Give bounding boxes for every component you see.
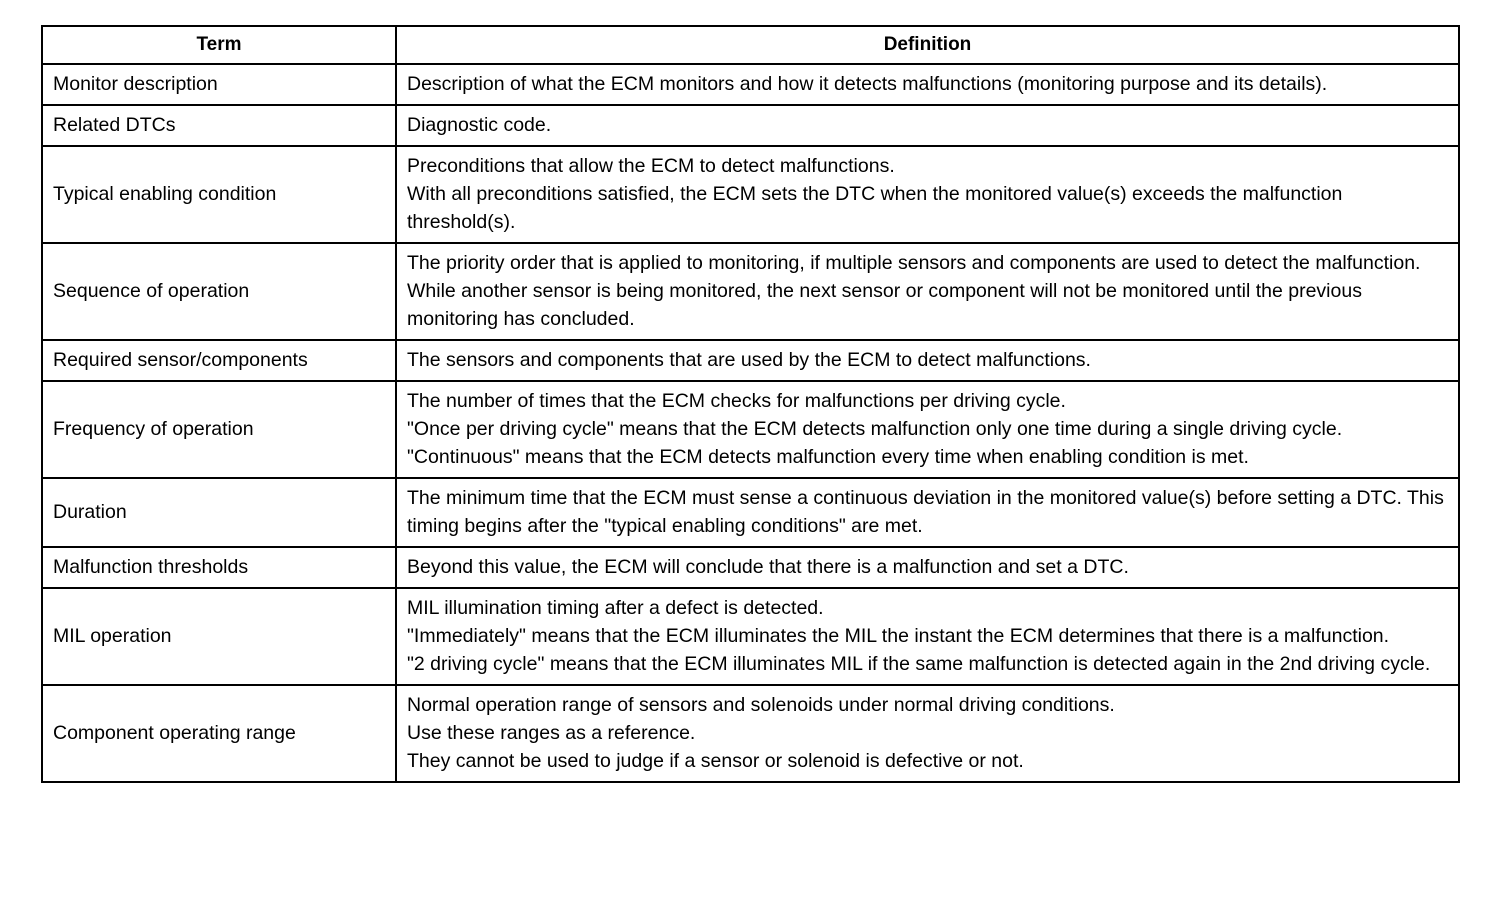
- term-cell: Frequency of operation: [42, 381, 396, 478]
- term-cell: Duration: [42, 478, 396, 547]
- definition-line: "Continuous" means that the ECM detects malfunction every time when enabling condition is met.: [407, 446, 1249, 468]
- term-cell: MIL operation: [42, 588, 396, 685]
- table-header-row: [42, 26, 1459, 64]
- definition-line: With all preconditions satisfied, the ECM sets the DTC when the monitored value(s) exceeds the malfunction threshold(s).: [407, 183, 1343, 233]
- definition-cell: [396, 685, 1459, 782]
- definition-cell: [396, 105, 1459, 146]
- term-cell: Malfunction thresholds: [42, 547, 396, 588]
- table-row: [42, 588, 1459, 685]
- definition-column-header: Definition: [396, 26, 1459, 64]
- term-column-header: Term: [42, 26, 396, 64]
- term-cell: Typical enabling condition: [42, 146, 396, 243]
- term-cell: Required sensor/components: [42, 340, 396, 381]
- table-row: [42, 685, 1459, 782]
- term-cell: Related DTCs: [42, 105, 396, 146]
- table-row: [42, 340, 1459, 381]
- table-row: [42, 478, 1459, 547]
- definition-line: Diagnostic code.: [407, 114, 552, 136]
- definition-cell: [396, 547, 1459, 588]
- definition-line: "Immediately" means that the ECM illuminates the MIL the instant the ECM determines that there is a malfunction.: [407, 625, 1390, 647]
- table-row: [42, 381, 1459, 478]
- table-row: [42, 146, 1459, 243]
- definition-cell: [396, 243, 1459, 340]
- term-cell: Monitor description: [42, 64, 396, 105]
- definition-line: The number of times that the ECM checks for malfunctions per driving cycle.: [407, 390, 1066, 412]
- definition-line: The minimum time that the ECM must sense a continuous deviation in the monitored value(s) before setting a DTC. This timing begins after the "typical enabling conditions" are met.: [407, 487, 1444, 537]
- definition-line: Preconditions that allow the ECM to detect malfunctions.: [407, 155, 895, 177]
- definition-line: "2 driving cycle" means that the ECM illuminates MIL if the same malfunction is detected again in the 2nd driving cycle.: [407, 653, 1431, 675]
- definition-cell: [396, 340, 1459, 381]
- definition-line: Beyond this value, the ECM will conclude that there is a malfunction and set a DTC.: [407, 556, 1129, 578]
- definition-line: They cannot be used to judge if a sensor or solenoid is defective or not.: [407, 750, 1024, 772]
- term-cell: Sequence of operation: [42, 243, 396, 340]
- definition-line: The sensors and components that are used by the ECM to detect malfunctions.: [407, 349, 1091, 371]
- table-row: [42, 105, 1459, 146]
- definition-line: The priority order that is applied to monitoring, if multiple sensors and components are used to detect the malfunction.: [407, 252, 1421, 274]
- definition-line: MIL illumination timing after a defect is detected.: [407, 597, 824, 619]
- definition-cell: [396, 478, 1459, 547]
- term-cell: Component operating range: [42, 685, 396, 782]
- table-row: [42, 243, 1459, 340]
- definition-line: Use these ranges as a reference.: [407, 722, 696, 744]
- definition-cell: [396, 588, 1459, 685]
- definition-line: Normal operation range of sensors and solenoids under normal driving conditions.: [407, 694, 1115, 716]
- definition-line: Description of what the ECM monitors and how it detects malfunctions (monitoring purpose and its details).: [407, 73, 1328, 95]
- definition-line: "Once per driving cycle" means that the ECM detects malfunction only one time during a single driving cycle.: [407, 418, 1343, 440]
- table-row: [42, 64, 1459, 105]
- definition-line: While another sensor is being monitored, the next sensor or component will not be monitored until the previous monitoring has concluded.: [407, 280, 1362, 330]
- definition-cell: [396, 381, 1459, 478]
- definition-cell: [396, 64, 1459, 105]
- definition-cell: [396, 146, 1459, 243]
- terms-definitions-table: [41, 25, 1460, 783]
- table-row: [42, 547, 1459, 588]
